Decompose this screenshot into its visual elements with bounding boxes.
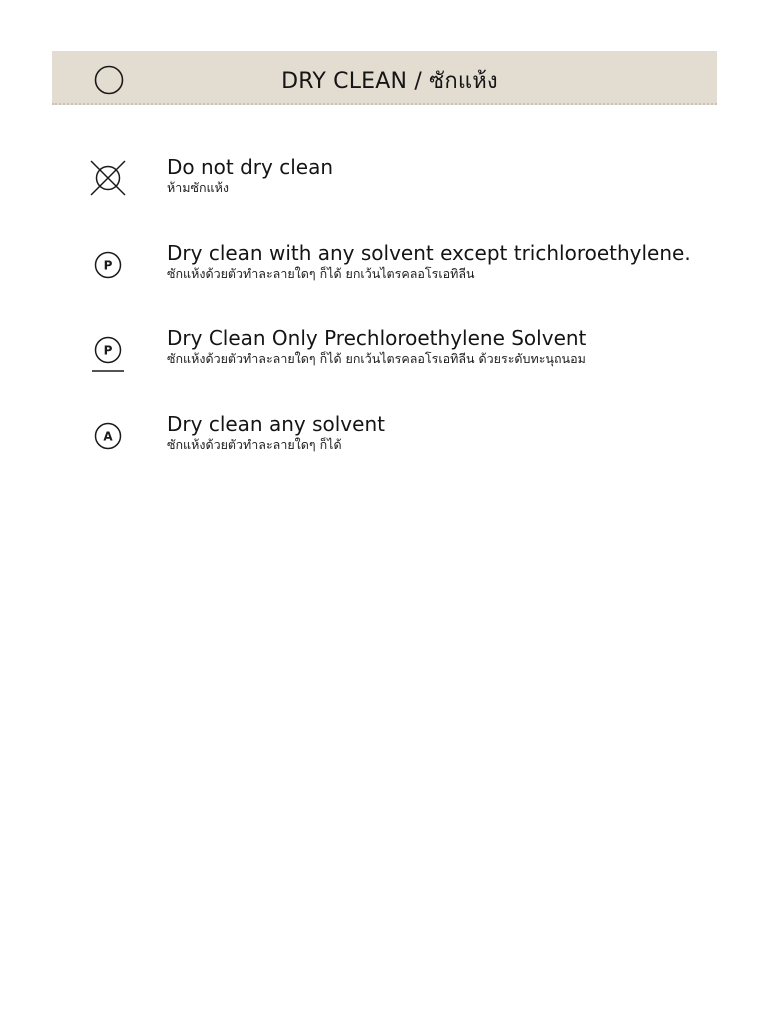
care-item-subtitle: ซักแห้งด้วยตัวทำละลายใดๆ ก็ได้ ยกเว้นไตรคลอโรเอทิลีน xyxy=(167,266,475,281)
dry-clean-a-letter: A xyxy=(103,429,113,444)
care-item-subtitle: ห้ามซักแห้ง xyxy=(167,180,229,195)
dry-clean-p-letter: P xyxy=(103,258,113,273)
care-item-text xyxy=(167,412,738,453)
section-title: DRY CLEAN / ซักแห้ง xyxy=(281,69,498,94)
care-item xyxy=(0,412,768,482)
care-item xyxy=(0,155,768,225)
care-item xyxy=(0,241,768,311)
care-item-subtitle: ซักแห้งด้วยตัวทำละลายใดๆ ก็ได้ ยกเว้นไตรคลอโรเอทิลีน ด้วยระดับทะนุถนอม xyxy=(167,351,586,366)
care-item-text xyxy=(167,155,738,196)
dry-clean-p-letter: P xyxy=(103,343,113,358)
care-item-title: Dry Clean Only Prechloroethylene Solvent xyxy=(167,326,587,350)
section-header xyxy=(52,51,717,105)
dry-clean-p-gentle-icon xyxy=(88,331,128,381)
care-item-text xyxy=(167,326,738,367)
dry-clean-a-icon xyxy=(88,416,128,456)
care-item-subtitle: ซักแห้งด้วยตัวทำละลายใดๆ ก็ได้ xyxy=(167,437,342,452)
do-not-dry-clean-icon xyxy=(88,158,128,198)
care-item-text xyxy=(167,241,738,282)
care-item-title: Dry clean any solvent xyxy=(167,412,385,436)
dry-clean-p-icon xyxy=(88,245,128,285)
care-item-title: Dry clean with any solvent except trichloroethylene. xyxy=(167,241,691,265)
care-item-title: Do not dry clean xyxy=(167,155,334,179)
care-item xyxy=(0,326,768,396)
